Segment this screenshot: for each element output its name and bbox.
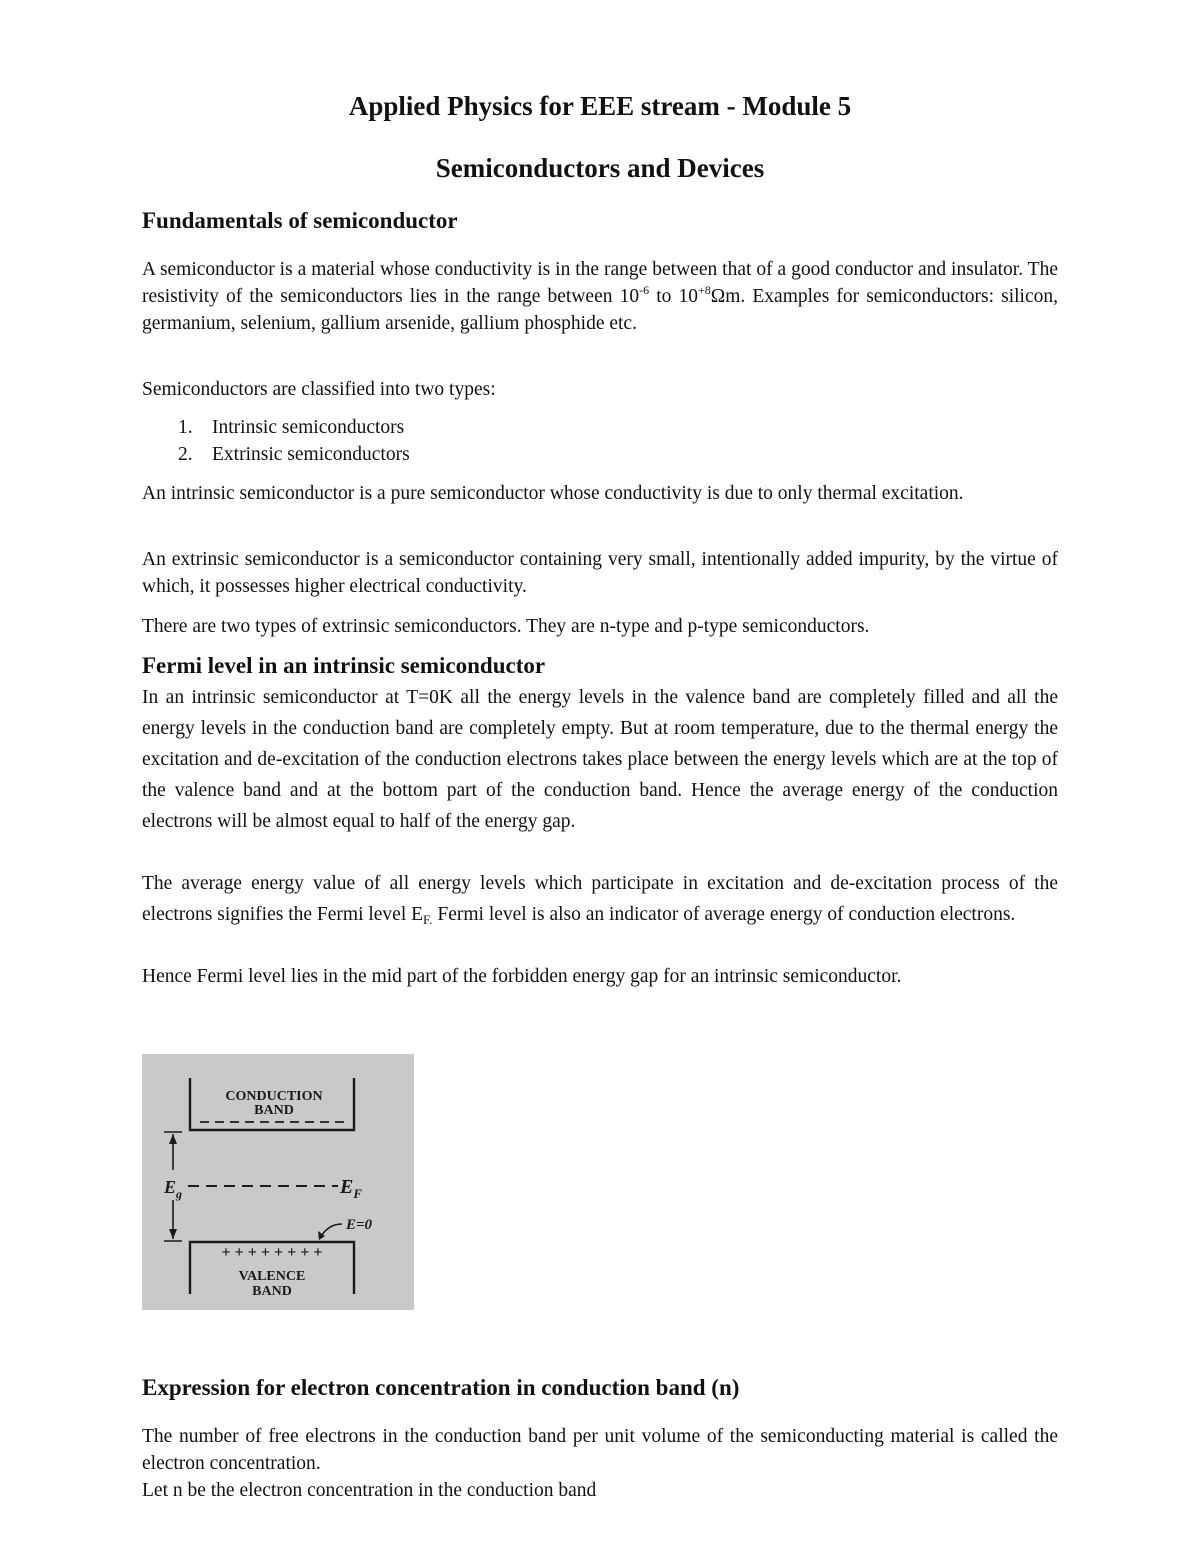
section-heading-fundamentals: Fundamentals of semiconductor [142, 208, 458, 233]
list-text: Extrinsic semiconductors [212, 444, 410, 465]
fermi-subscript: F. [423, 912, 433, 927]
paragraph-definition-part3: Ωm. Examples for semiconductors: silicon, germanium, selenium, gallium arsenide, gallium phosphide etc. [142, 286, 1058, 334]
section-heading-electron-concentration: Expression for electron concentration in conduction band (n) [142, 1375, 740, 1400]
section-heading-fermi-level: Fermi level in an intrinsic semiconductor [142, 653, 546, 678]
conduction-label-line1: CONDUCTION [225, 1089, 323, 1104]
eg-label-main: E [164, 1177, 177, 1197]
paragraph-electron-concentration: The number of free electrons in the conduction band per unit volume of the semiconducting material is called the electron concentration. [142, 1426, 1058, 1474]
exponent-minus-6: -6 [639, 283, 650, 297]
ef-label-main: E [340, 1176, 354, 1198]
paragraph-fermi-average-part1: The average energy value of all energy levels which participate in excitation and de-excitation process of the electrons signifies the Fermi level E [142, 873, 1058, 925]
conduction-label-line2: BAND [254, 1103, 294, 1118]
document-title: Applied Physics for EEE stream - Module 5 [348, 91, 852, 121]
paragraph-fermi-average [142, 868, 1058, 930]
valence-label-line2: BAND [252, 1284, 292, 1299]
paragraph-extrinsic: An extrinsic semiconductor is a semiconductor containing very small, intentionally added impurity, by the virtue of which, it possesses higher electrical conductivity. [142, 549, 1058, 597]
paragraph-definition-part1: A semiconductor is a material whose conductivity is in the range between that of a good conductor and insulator. The resistivity of the semiconductors lies in the range between 10 [142, 259, 1058, 307]
valence-label-line1: VALENCE [238, 1269, 306, 1284]
paragraph-definition-part2: to 10 [649, 286, 698, 307]
exponent-plus-8: +8 [697, 283, 711, 297]
list-number: 2. [178, 444, 193, 465]
list-number: 1. [178, 417, 193, 438]
list-item-intrinsic [178, 414, 404, 441]
paragraph-definition [142, 256, 1058, 337]
energy-band-svg [142, 1054, 414, 1310]
list-item-extrinsic [178, 441, 410, 468]
paragraph-fermi-average-part2: Fermi level is also an indicator of average energy of conduction electrons. [432, 904, 1016, 925]
ef-label-sub: F [353, 1186, 363, 1201]
e0-label: E=0 [346, 1217, 373, 1233]
valence-plus-row: + + + + + + + + [221, 1244, 323, 1261]
paragraph-classification: Semiconductors are classified into two types: [142, 379, 496, 400]
paragraph-extrinsic-types: There are two types of extrinsic semiconductors. They are n-type and p-type semiconductors. [142, 616, 870, 637]
energy-band-diagram [142, 1054, 414, 1310]
eg-label-sub: g [176, 1187, 183, 1201]
paragraph-let-n: Let n be the electron concentration in the conduction band [142, 1480, 597, 1501]
document-subtitle: Semiconductors and Devices [435, 153, 765, 183]
paragraph-fermi-conclusion: Hence Fermi level lies in the mid part of the forbidden energy gap for an intrinsic semiconductor. [142, 966, 902, 987]
list-text: Intrinsic semiconductors [212, 417, 405, 438]
paragraph-intrinsic: An intrinsic semiconductor is a pure semiconductor whose conductivity is due to only thermal excitation. [142, 483, 964, 504]
paragraph-fermi-intro: In an intrinsic semiconductor at T=0K all the energy levels in the valence band are completely filled and all the energy levels in the conduction band are completely empty. But at room temperature, due to the thermal energy the excitation and de-excitation of the conduction electrons takes place between the energy levels which are at the top of the valence band and at the bottom part of the conduction band. Hence the average energy of the conduction electrons will be almost equal to half of the energy gap. [142, 687, 1058, 832]
